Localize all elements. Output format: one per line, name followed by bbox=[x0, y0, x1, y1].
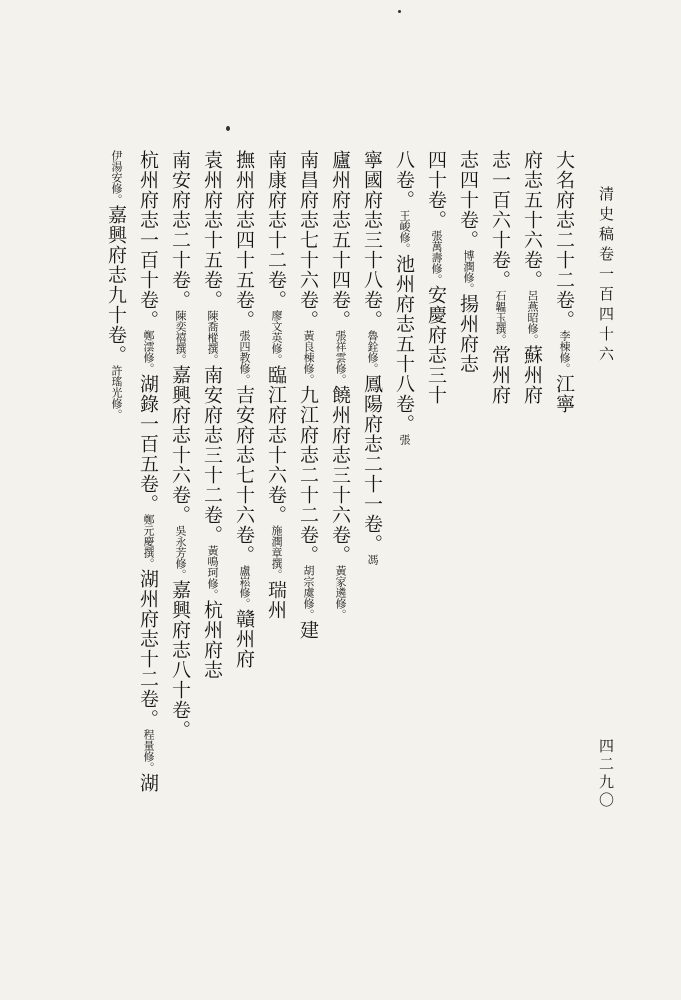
annotation-note: 鄭澐修。 bbox=[142, 330, 155, 374]
gazetteer-entry: 常州府 bbox=[489, 345, 511, 405]
text-column bbox=[164, 150, 196, 950]
gazetteer-entry: 志四十卷。 bbox=[457, 150, 479, 250]
gazetteer-entry: 廬州府志五十四卷。 bbox=[329, 150, 351, 330]
gazetteer-entry: 四十卷。 bbox=[425, 150, 447, 230]
page-number: 四二九〇 bbox=[597, 738, 615, 810]
annotation-note: 呂燕昭修。 bbox=[526, 290, 539, 345]
annotation-note: 程量修。 bbox=[142, 729, 155, 773]
annotation-note: 吳永芳修。 bbox=[174, 525, 187, 580]
annotation-note: 博潤修。 bbox=[462, 250, 475, 294]
gazetteer-entry: 大名府志二十二卷。 bbox=[553, 150, 575, 330]
annotation-note: 張祥雲修。 bbox=[334, 330, 347, 385]
annotation-note: 盧崧修。 bbox=[238, 565, 251, 609]
annotation-note: 許瑤光修。 bbox=[110, 365, 123, 420]
text-column bbox=[132, 150, 164, 950]
text-column bbox=[228, 150, 260, 950]
gazetteer-entry: 建 bbox=[297, 620, 319, 640]
annotation-note: 伊湯安修。 bbox=[110, 150, 123, 205]
gazetteer-entry: 九江府志二十二卷。 bbox=[297, 385, 319, 565]
gazetteer-entry: 嘉興府志九十卷。 bbox=[105, 205, 127, 365]
text-column bbox=[420, 150, 452, 950]
gazetteer-entry: 湖 bbox=[137, 773, 159, 793]
annotation-note: 黃鳴珂修。 bbox=[206, 545, 219, 600]
annotation-note: 李棟修。 bbox=[558, 330, 571, 374]
text-column bbox=[324, 150, 356, 950]
gazetteer-entry: 臨江府志十六卷。 bbox=[265, 365, 287, 525]
gazetteer-entry: 南安府志二十卷。 bbox=[169, 150, 191, 310]
gazetteer-entry: 池州府志五十八卷。 bbox=[393, 254, 415, 434]
gazetteer-entry: 湖錄一百五卷。 bbox=[137, 374, 159, 514]
annotation-note: 胡宗虞修。 bbox=[302, 565, 315, 620]
annotation-note: 廖文英修。 bbox=[270, 310, 283, 365]
text-column bbox=[548, 150, 580, 950]
gazetteer-entry: 杭州府志 bbox=[201, 600, 223, 680]
gazetteer-entry: 鳳陽府志二十一卷。 bbox=[361, 374, 383, 554]
running-head: 清史稿卷一百四十六 bbox=[597, 186, 615, 366]
gazetteer-entry: 吉安府志七十六卷。 bbox=[233, 385, 255, 565]
gazetteer-entry: 八卷。 bbox=[393, 150, 415, 210]
text-column bbox=[484, 150, 516, 950]
annotation-note: 黃家遴修。 bbox=[334, 565, 347, 620]
annotation-note: 施潤章撰。 bbox=[270, 525, 283, 580]
gazetteer-entry: 嘉興府志十六卷。 bbox=[169, 365, 191, 525]
annotation-note: 陳奕禧撰。 bbox=[174, 310, 187, 365]
annotation-note: 張 bbox=[398, 434, 411, 445]
text-column bbox=[100, 150, 132, 950]
gazetteer-entry: 饒州府志三十六卷。 bbox=[329, 385, 351, 565]
gazetteer-entry: 撫州府志四十五卷。 bbox=[233, 150, 255, 330]
gazetteer-entry: 蘇州府 bbox=[521, 345, 543, 405]
gazetteer-entry: 嘉興府志八十卷。 bbox=[169, 580, 191, 740]
print-speck bbox=[398, 10, 401, 13]
gazetteer-entry: 袁州府志十五卷。 bbox=[201, 150, 223, 310]
text-column bbox=[356, 150, 388, 950]
gazetteer-entry: 瑞州 bbox=[265, 580, 287, 620]
annotation-note: 張四教修。 bbox=[238, 330, 251, 385]
gazetteer-entry: 寧國府志三十八卷。 bbox=[361, 150, 383, 330]
text-column bbox=[196, 150, 228, 950]
gazetteer-entry: 湖州府志十二卷。 bbox=[137, 569, 159, 729]
gazetteer-entry: 杭州府志一百十卷。 bbox=[137, 150, 159, 330]
body-text bbox=[70, 150, 580, 950]
gazetteer-entry: 安慶府志三十 bbox=[425, 285, 447, 405]
gazetteer-entry: 南安府志三十二卷。 bbox=[201, 365, 223, 545]
text-column bbox=[516, 150, 548, 950]
text-column bbox=[260, 150, 292, 950]
gazetteer-entry: 府志五十六卷。 bbox=[521, 150, 543, 290]
gazetteer-entry: 江寧 bbox=[553, 374, 575, 414]
gazetteer-entry: 贛州府 bbox=[233, 609, 255, 669]
gazetteer-entry: 南康府志十二卷。 bbox=[265, 150, 287, 310]
annotation-note: 鄭元慶撰。 bbox=[142, 514, 155, 569]
text-column bbox=[388, 150, 420, 950]
annotation-note: 張萬壽修。 bbox=[430, 230, 443, 285]
annotation-note: 石韞玉撰。 bbox=[494, 290, 507, 345]
gazetteer-entry: 南昌府志七十六卷。 bbox=[297, 150, 319, 330]
gazetteer-entry: 志一百六十卷。 bbox=[489, 150, 511, 290]
print-speck bbox=[226, 126, 230, 131]
annotation-note: 黃良棟修。 bbox=[302, 330, 315, 385]
annotation-note: 魯銓修。 bbox=[366, 330, 379, 374]
gazetteer-entry: 揚州府志 bbox=[457, 294, 479, 374]
text-column bbox=[452, 150, 484, 950]
annotation-note: 王峻修。 bbox=[398, 210, 411, 254]
annotation-note: 馮 bbox=[366, 554, 379, 565]
text-column bbox=[292, 150, 324, 950]
annotation-note: 陳喬樅撰。 bbox=[206, 310, 219, 365]
